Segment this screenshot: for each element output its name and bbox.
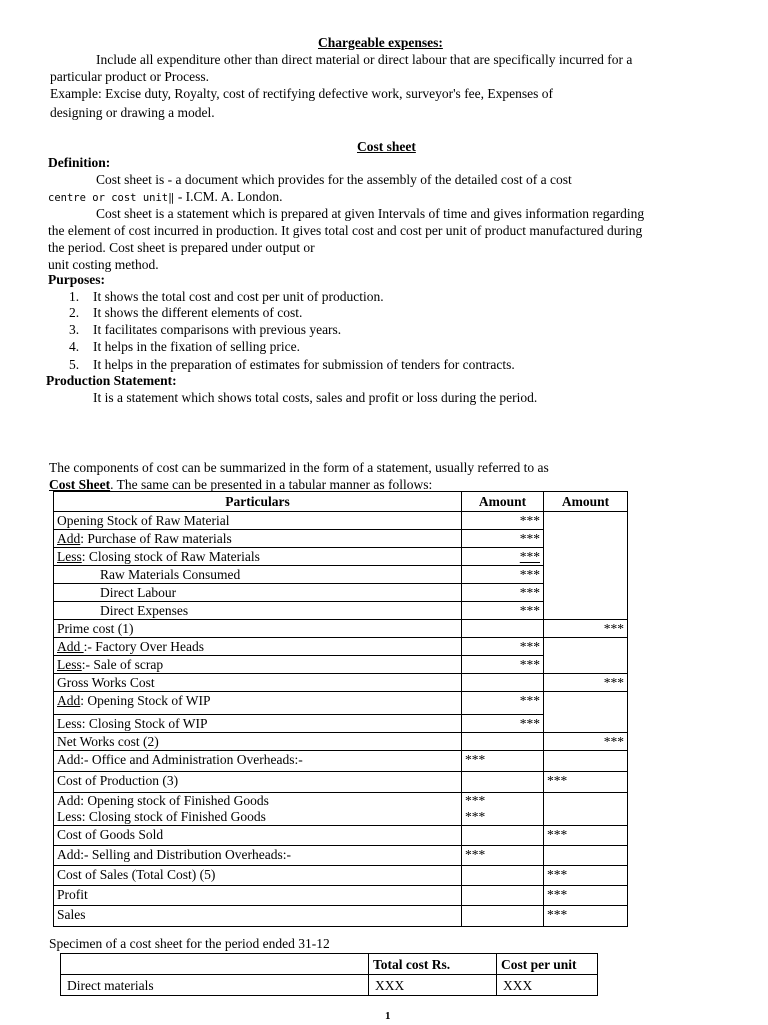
production-statement-text: It is a statement which shows total costs, sales and profit or loss during the period. (93, 390, 538, 405)
particular-cell: Add:- Office and Administration Overheads:- (54, 751, 462, 772)
chargeable-line-3: Example: Excise duty, Royalty, cost of rectifying defective work, surveyor's fee, Expenses of (50, 86, 554, 101)
particular-cell: Profit (54, 886, 462, 906)
amount-2-cell: *** (544, 772, 628, 793)
particular-cell: Net Works cost (2) (54, 733, 462, 751)
table-row (54, 566, 628, 584)
particular-prefix: Less (57, 549, 82, 564)
amount-1-cell (462, 772, 544, 793)
amount-1-cell (462, 866, 544, 886)
amount-1-cell: *** (462, 512, 544, 530)
amount-2-cell (544, 638, 628, 656)
table-row (54, 772, 628, 793)
table-row (54, 733, 628, 751)
table-row (54, 846, 628, 866)
particular-prefix: Add (57, 639, 84, 654)
particular-cell: Gross Works Cost (54, 674, 462, 692)
purpose-text: It helps in the fixation of selling price. (93, 339, 300, 354)
particular-label: : Closing stock of Raw Materials (81, 549, 260, 564)
header-particulars: Particulars (54, 492, 462, 512)
table-header-row (54, 492, 628, 512)
chargeable-line-4: designing or drawing a model. (50, 105, 215, 120)
specimen-table (60, 953, 598, 996)
purpose-num: 1. (69, 289, 80, 304)
specimen-row (61, 975, 598, 996)
purpose-item (69, 338, 300, 355)
table-row (54, 886, 628, 906)
amount-1-cell: *** (462, 846, 544, 866)
table-row (54, 584, 628, 602)
purpose-item (69, 356, 515, 373)
purpose-item (69, 288, 384, 305)
header-amount-2: Amount (544, 492, 628, 512)
particular-cell (54, 656, 462, 674)
production-statement-label: Production Statement: (46, 373, 177, 388)
specimen-header-per-unit: Cost per unit (497, 954, 598, 975)
amount-2-cell (544, 715, 628, 733)
particular-cell: Prime cost (1) (54, 620, 462, 638)
header-amount-1: Amount (462, 492, 544, 512)
particular-cell (54, 638, 462, 656)
table-row (54, 620, 628, 638)
amount-2-cell (544, 751, 628, 772)
components-line-2-rest: . The same can be presented in a tabular manner as follows: (110, 477, 433, 492)
amount-1-cell: *** (462, 638, 544, 656)
particular-cell: Cost of Sales (Total Cost) (5) (54, 866, 462, 886)
particular-cell: Cost of Goods Sold (54, 826, 462, 846)
purpose-num: 4. (69, 339, 80, 354)
chargeable-line-1: Include all expenditure other than direct material or direct labour that are specifically incurred for a (96, 52, 633, 67)
amount-1-value: *** (519, 549, 540, 564)
amount-2-cell: *** (544, 866, 628, 886)
amount-1-cell (462, 906, 544, 927)
particular-label: :- Sale of scrap (81, 657, 164, 672)
amount-2-cell (544, 656, 628, 674)
cost-sheet-table (53, 491, 628, 927)
table-row (54, 793, 628, 826)
definition-2-line-3: the period. Cost sheet is prepared under output or (48, 240, 315, 255)
amount-2-cell (544, 512, 628, 530)
purpose-text: It shows the total cost and cost per unit of production. (93, 289, 384, 304)
table-row (54, 751, 628, 772)
particular-cell: Cost of Production (3) (54, 772, 462, 793)
table-row (54, 602, 628, 620)
amount-2-cell: *** (544, 674, 628, 692)
particular-prefix: Add (57, 693, 81, 708)
amount-1-cell (462, 620, 544, 638)
page-number: 1 (385, 1010, 391, 1022)
amount-2-cell (544, 602, 628, 620)
amount-2-cell: *** (544, 620, 628, 638)
purpose-num: 3. (69, 322, 80, 337)
specimen-total: XXX (369, 975, 497, 996)
purpose-text: It shows the different elements of cost. (93, 305, 303, 320)
amount-1-cell (462, 793, 544, 826)
amount-2-cell (544, 530, 628, 548)
table-row (54, 692, 628, 715)
table-row (54, 530, 628, 548)
purposes-label: Purposes: (48, 272, 105, 287)
amount-1-cell: *** (462, 656, 544, 674)
table-row (54, 548, 628, 566)
amount-2-cell: *** (544, 906, 628, 927)
particular-label: Opening Stock of Raw Material (57, 513, 230, 528)
particular-cell: Less: Closing Stock of WIP (54, 715, 462, 733)
definition-label: Definition: (48, 155, 111, 170)
particular-cell: Raw Materials Consumed (54, 566, 462, 584)
specimen-label: Direct materials (61, 975, 369, 996)
amount-1-cell: *** (462, 692, 544, 715)
particular-cell (54, 512, 462, 530)
amount-2-cell (544, 692, 628, 715)
particular-cell (54, 793, 462, 826)
specimen-header-row (61, 954, 598, 975)
amount-2-cell (544, 548, 628, 566)
amount-2-cell: *** (544, 886, 628, 906)
amount-1-cell: *** (462, 715, 544, 733)
purpose-num: 2. (69, 305, 80, 320)
purpose-item (69, 321, 342, 338)
amount-1-cell (462, 548, 544, 566)
definition-1-line-1: Cost sheet is - a document which provides for the assembly of the detailed cost of a cost (96, 172, 572, 187)
table-row (54, 866, 628, 886)
definition-2-line-2: the element of cost incurred in production. It gives total cost and cost per unit of product manufactured during (48, 223, 643, 238)
particular-cell (54, 692, 462, 715)
cost-sheet-heading: Cost sheet (357, 139, 416, 154)
table-row (54, 674, 628, 692)
amount-1-cell: *** (462, 602, 544, 620)
particular-cell: Direct Expenses (54, 602, 462, 620)
particular-label: Add: Opening stock of Finished Goods (57, 793, 269, 808)
table-row (54, 638, 628, 656)
table-row (54, 715, 628, 733)
amount-1-cell: *** (462, 751, 544, 772)
amount-1-cell (462, 826, 544, 846)
amount-2-cell (544, 846, 628, 866)
particular-label-2: Less: Closing stock of Finished Goods (57, 809, 266, 824)
amount-1-cell: *** (462, 584, 544, 602)
amount-1-cell (462, 674, 544, 692)
amount-2-cell: *** (544, 733, 628, 751)
table-row (54, 906, 628, 927)
amount-1-cell (462, 733, 544, 751)
particular-cell (54, 548, 462, 566)
specimen-header-total: Total cost Rs. (369, 954, 497, 975)
particular-label: : Purchase of Raw materials (80, 531, 232, 546)
specimen-header-blank (61, 954, 369, 975)
definition-1-mono: centre or cost unit‖ (48, 192, 175, 204)
specimen-caption: Specimen of a cost sheet for the period ended 31-12 (49, 936, 330, 951)
amount-2-cell (544, 584, 628, 602)
definition-2-line-4: unit costing method. (48, 257, 159, 272)
table-row (54, 826, 628, 846)
particular-prefix: Less (57, 657, 82, 672)
purpose-text: It facilitates comparisons with previous years. (93, 322, 342, 337)
amount-1-cell: *** (462, 566, 544, 584)
particular-cell (54, 530, 462, 548)
particular-prefix: Add (57, 531, 81, 546)
chargeable-heading: Chargeable expenses: (318, 35, 443, 50)
amount-1-value-2: *** (465, 809, 486, 824)
particular-label: : Opening Stock of WIP (80, 693, 211, 708)
chargeable-line-2: particular product or Process. (50, 69, 209, 84)
particular-cell: Sales (54, 906, 462, 927)
specimen-per-unit: XXX (497, 975, 598, 996)
components-line-1: The components of cost can be summarized in the form of a statement, usually referred to as (49, 460, 549, 475)
table-row (54, 656, 628, 674)
purpose-item (69, 304, 303, 321)
table-row (54, 512, 628, 530)
purpose-num: 5. (69, 357, 80, 372)
amount-1-cell: *** (462, 530, 544, 548)
amount-1-value: *** (465, 793, 486, 808)
purpose-text: It helps in the preparation of estimates for submission of tenders for contracts. (93, 357, 515, 372)
particular-cell: Direct Labour (54, 584, 462, 602)
particular-label: :- Factory Over Heads (83, 639, 204, 654)
definition-1-source: - I.CM. A. London. (174, 189, 283, 204)
amount-2-cell (544, 793, 628, 826)
particular-cell: Add:- Selling and Distribution Overheads:- (54, 846, 462, 866)
amount-2-cell (544, 566, 628, 584)
amount-1-cell (462, 886, 544, 906)
amount-2-cell: *** (544, 826, 628, 846)
cost-sheet-term: Cost Sheet (49, 477, 111, 492)
definition-2-line-1: Cost sheet is a statement which is prepared at given Intervals of time and gives information regarding (96, 206, 645, 221)
